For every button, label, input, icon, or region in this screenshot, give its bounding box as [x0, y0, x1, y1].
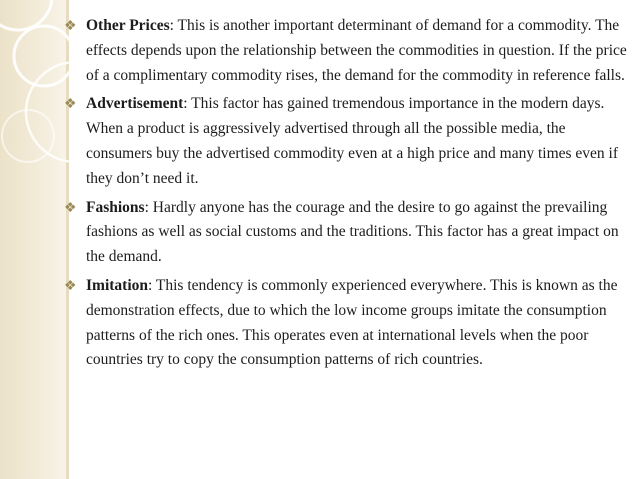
diamond-bullet-icon: ❖ — [64, 97, 77, 113]
bullet-other-prices — [62, 14, 628, 88]
bullet-text: : Hardly anyone has the courage and the desire to go against the prevailing fashions as well as social customs and the traditions. This factor has a great impact on the demand. — [86, 198, 619, 266]
bullet-list — [62, 14, 628, 377]
bullet-text: : This is another important determinant of demand for a commodity. The effects depends upon the relationship between the commodities in question. If the price of a complimentary commodity rises, the demand for the commodity in reference falls. — [86, 17, 627, 84]
bullet-term: Advertisement — [86, 95, 184, 113]
bullet-advertisement — [62, 92, 628, 191]
diamond-bullet-icon: ❖ — [64, 19, 77, 34]
bullet-term: Fashions — [86, 198, 145, 216]
diamond-bullet-icon: ❖ — [64, 200, 77, 216]
bullet-fashions — [62, 196, 628, 270]
diamond-bullet-icon: ❖ — [64, 278, 77, 294]
bullet-text: : This factor has gained tremendous importance in the modern days. When a product is aggressively advertised through all the possible media, the consumers buy the advertised commodity even at a high price and many times even if they don’t need it. — [86, 95, 619, 187]
bullet-text: : This tendency is commonly experienced everywhere. This is known as the demonstration effects, due to which the low income groups imitate the consumption patterns of the rich ones. This operates even at international levels when the poor countries try to copy the consumption patterns of rich countries. — [86, 276, 618, 369]
bullet-term: Other Prices — [86, 17, 170, 34]
bullet-imitation — [62, 274, 628, 373]
bullet-term: Imitation — [86, 276, 148, 294]
